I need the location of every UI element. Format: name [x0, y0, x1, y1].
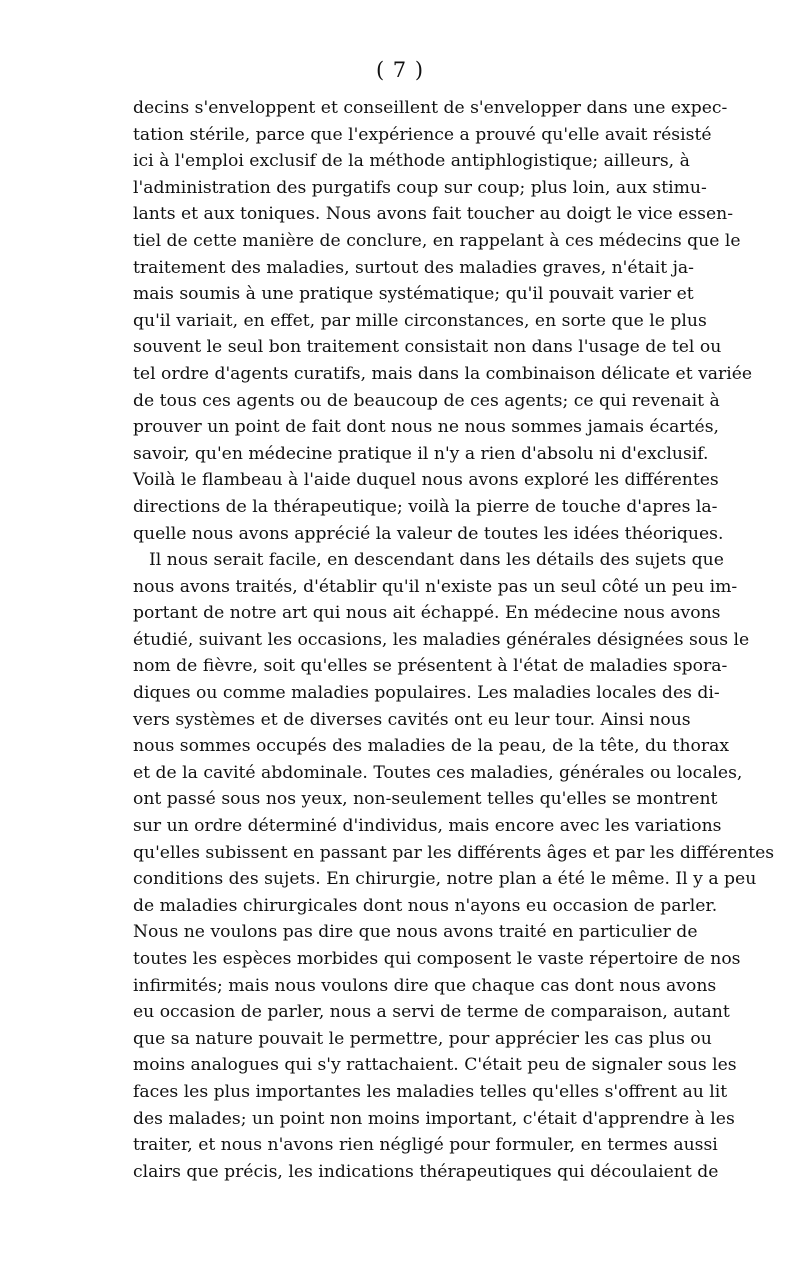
- text-line: conditions des sujets. En chirurgie, notre plan a été le même. Il y a peu: [133, 869, 757, 890]
- text-line: qu'il variait, en effet, par mille circonstances, en sorte que le plus: [133, 310, 707, 331]
- text-line: tation stérile, parce que l'expérience a prouvé qu'elle avait résisté: [133, 124, 712, 145]
- body-text: [133, 95, 775, 1185]
- text-line: tiel de cette manière de conclure, en rappelant à ces médecins que le: [133, 230, 741, 251]
- text-line: vers systèmes et de diverses cavités ont eu leur tour. Ainsi nous: [133, 709, 691, 730]
- page-number: ( 7 ): [375, 58, 425, 82]
- text-line: nom de fièvre, soit qu'elles se présentent à l'état de maladies spora-: [133, 656, 728, 677]
- text-line: directions de la thérapeutique; voilà la pierre de touche d'apres la-: [133, 496, 718, 517]
- text-line: ici à l'emploi exclusif de la méthode antiphlogistique; ailleurs, à: [133, 151, 690, 172]
- text-line: toutes les espèces morbides qui composent le vaste répertoire de nos: [133, 949, 741, 969]
- text-line: l'administration des purgatifs coup sur coup; plus loin, aux stimu-: [133, 177, 707, 198]
- text-line: faces les plus importantes les maladies telles qu'elles s'offrent au lit: [133, 1081, 728, 1102]
- text-line: Voilà le flambeau à l'aide duquel nous avons exploré les différentes: [133, 470, 719, 491]
- text-line: diques ou comme maladies populaires. Les maladies locales des di-: [133, 683, 720, 704]
- text-line: moins analogues qui s'y rattachaient. C'était peu de signaler sous les: [133, 1055, 737, 1076]
- text-line: de tous ces agents ou de beaucoup de ces agents; ce qui revenait à: [133, 390, 720, 411]
- text-line: des malades; un point non moins important, c'était d'apprendre à les: [133, 1108, 735, 1129]
- text-line: eu occasion de parler, nous a servi de terme de comparaison, autant: [133, 1002, 730, 1023]
- text-line: decins s'enveloppent et conseillent de s'envelopper dans une expec-: [133, 98, 728, 118]
- text-line: qu'elles subissent en passant par les différents âges et par les différentes: [133, 842, 775, 863]
- text-line: nous avons traités, d'établir qu'il n'existe pas un seul côté un peu im-: [133, 576, 738, 597]
- text-line: mais soumis à une pratique systématique; qu'il pouvait varier et: [133, 284, 694, 305]
- text-line: prouver un point de fait dont nous ne nous sommes jamais écartés,: [133, 417, 719, 438]
- text-line: sur un ordre déterminé d'individus, mais encore avec les variations: [133, 816, 722, 837]
- text-line: traitement des maladies, surtout des maladies graves, n'était ja-: [133, 257, 694, 278]
- text-line: nous sommes occupés des maladies de la peau, de la tête, du thorax: [133, 736, 730, 757]
- text-line: clairs que précis, les indications thérapeutiques qui découlaient de: [133, 1161, 719, 1182]
- text-line: de maladies chirurgicales dont nous n'ayons eu occasion de parler.: [133, 895, 718, 916]
- text-line: traiter, et nous n'avons rien négligé pour formuler, en termes aussi: [133, 1135, 718, 1156]
- text-line: savoir, qu'en médecine pratique il n'y a rien d'absolu ni d'exclusif.: [133, 443, 709, 464]
- text-line: portant de notre art qui nous ait échappé. En médecine nous avons: [133, 603, 721, 624]
- text-line: lants et aux toniques. Nous avons fait toucher au doigt le vice essen-: [133, 204, 734, 225]
- text-line: souvent le seul bon traitement consistait non dans l'usage de tel ou: [133, 337, 722, 358]
- text-line: tel ordre d'agents curatifs, mais dans la combinaison délicate et variée: [133, 363, 753, 384]
- text-line: que sa nature pouvait le permettre, pour apprécier les cas plus ou: [133, 1028, 712, 1049]
- text-line: Il nous serait facile, en descendant dans les détails des sujets que: [149, 550, 724, 571]
- text-line: infirmités; mais nous voulons dire que chaque cas dont nous avons: [133, 975, 717, 996]
- text-line: quelle nous avons apprécié la valeur de toutes les idées théoriques.: [133, 523, 724, 544]
- text-line: Nous ne voulons pas dire que nous avons traité en particulier de: [133, 922, 698, 943]
- text-line: ont passé sous nos yeux, non-seulement telles qu'elles se montrent: [133, 789, 718, 810]
- text-line: étudié, suivant les occasions, les maladies générales désignées sous le: [133, 629, 750, 650]
- text-line: et de la cavité abdominale. Toutes ces maladies, générales ou locales,: [133, 762, 743, 783]
